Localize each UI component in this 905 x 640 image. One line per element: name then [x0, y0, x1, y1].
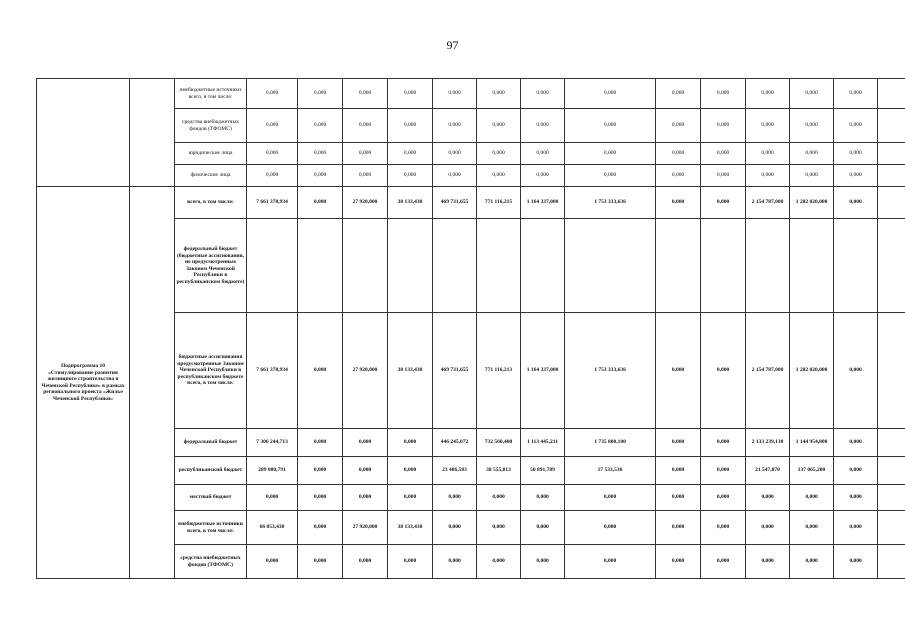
value-cell	[477, 219, 521, 313]
value-cell: 0,000	[298, 165, 343, 187]
value-cell: 1 144 954,800	[790, 429, 834, 457]
value-cell: 0,000	[433, 485, 477, 511]
value-cell: 0,000	[656, 511, 701, 545]
value-cell: 1 282 020,000	[790, 313, 834, 429]
value-cell: 2 154 787,000	[746, 313, 790, 429]
value-cell	[565, 219, 656, 313]
value-cell: 0,000	[790, 485, 834, 511]
value-cell: 0,000	[656, 165, 701, 187]
value-cell: 0,000	[656, 545, 701, 579]
value-cell: 0,000	[521, 143, 565, 165]
value-cell: 0,000	[477, 511, 521, 545]
value-cell: 38 133,430	[388, 511, 433, 545]
value-cell: 7 306 244,713	[247, 429, 298, 457]
value-cell: 0,000	[343, 109, 388, 143]
value-cell: 0,000	[834, 79, 878, 109]
value-cell: 0,000	[701, 143, 746, 165]
value-cell: 0,000	[343, 545, 388, 579]
value-cell: 0,000	[656, 313, 701, 429]
value-cell: 0,000	[521, 79, 565, 109]
value-cell: 0,000	[247, 485, 298, 511]
value-cell: 0,000	[701, 429, 746, 457]
value-cell: 0,000	[834, 545, 878, 579]
value-cell: 446 245,072	[433, 429, 477, 457]
empty-cell	[878, 187, 905, 219]
value-cell: 27 920,000	[343, 187, 388, 219]
value-cell: 7 661 378,934	[247, 187, 298, 219]
empty-cell	[878, 511, 905, 545]
program-cell-continued	[37, 79, 130, 187]
value-cell: 469 731,655	[433, 313, 477, 429]
value-cell: 0,000	[565, 165, 656, 187]
value-cell: 0,000	[433, 545, 477, 579]
value-cell: 66 053,430	[247, 511, 298, 545]
value-cell: 0,000	[656, 109, 701, 143]
empty-cell	[878, 545, 905, 579]
value-cell: 0,000	[834, 485, 878, 511]
value-cell: 0,000	[565, 511, 656, 545]
value-cell: 0,000	[298, 429, 343, 457]
value-cell: 0,000	[701, 165, 746, 187]
value-cell: 0,000	[834, 109, 878, 143]
value-cell: 0,000	[388, 143, 433, 165]
value-cell	[746, 219, 790, 313]
value-cell: 0,000	[656, 485, 701, 511]
value-cell: 0,000	[521, 165, 565, 187]
value-cell: 0,000	[477, 79, 521, 109]
funding-source-cell: республиканский бюджет	[175, 457, 247, 485]
value-cell: 0,000	[746, 109, 790, 143]
empty-cell	[878, 143, 905, 165]
funding-source-cell: внебюджетные источники всего, в том числе:	[175, 79, 247, 109]
value-cell: 0,000	[247, 109, 298, 143]
empty-cell	[878, 313, 905, 429]
value-cell: 0,000	[298, 313, 343, 429]
value-cell: 1 164 337,000	[521, 187, 565, 219]
value-cell: 0,000	[477, 165, 521, 187]
value-cell	[247, 219, 298, 313]
table-row	[37, 187, 905, 219]
value-cell: 0,000	[521, 109, 565, 143]
value-cell	[790, 219, 834, 313]
value-cell: 0,000	[656, 143, 701, 165]
value-cell: 0,000	[477, 143, 521, 165]
value-cell: 0,000	[247, 79, 298, 109]
value-cell: 0,000	[701, 457, 746, 485]
value-cell: 0,000	[343, 79, 388, 109]
value-cell: 0,000	[701, 485, 746, 511]
empty-cell	[878, 219, 905, 313]
value-cell: 0,000	[433, 511, 477, 545]
value-cell: 0,000	[247, 165, 298, 187]
value-cell: 0,000	[834, 457, 878, 485]
value-cell: 0,000	[298, 485, 343, 511]
value-cell	[656, 219, 701, 313]
value-cell: 137 065,200	[790, 457, 834, 485]
funding-source-cell: физические лица	[175, 165, 247, 187]
value-cell: 0,000	[298, 545, 343, 579]
value-cell: 0,000	[521, 485, 565, 511]
value-cell: 0,000	[701, 313, 746, 429]
value-cell: 0,000	[388, 165, 433, 187]
value-cell: 0,000	[790, 143, 834, 165]
value-cell: 0,000	[477, 109, 521, 143]
value-cell: 0,000	[388, 545, 433, 579]
value-cell: 0,000	[343, 485, 388, 511]
value-cell: 0,000	[388, 109, 433, 143]
value-cell: 0,000	[656, 429, 701, 457]
funding-source-cell: средства внебюджетных фондов (ТФОМС)	[175, 109, 247, 143]
value-cell: 0,000	[834, 165, 878, 187]
value-cell: 0,000	[656, 79, 701, 109]
empty-cell	[878, 79, 905, 109]
value-cell: 0,000	[388, 79, 433, 109]
value-cell: 0,000	[834, 187, 878, 219]
value-cell: 0,000	[565, 109, 656, 143]
value-cell: 0,000	[746, 165, 790, 187]
value-cell: 0,000	[343, 143, 388, 165]
value-cell	[701, 219, 746, 313]
value-cell: 0,000	[298, 109, 343, 143]
value-cell	[388, 219, 433, 313]
funding-source-cell: федеральный бюджет	[175, 429, 247, 457]
value-cell: 0,000	[521, 545, 565, 579]
value-cell: 0,000	[790, 545, 834, 579]
value-cell: 0,000	[298, 457, 343, 485]
value-cell	[521, 219, 565, 313]
value-cell: 1 113 445,211	[521, 429, 565, 457]
value-cell: 0,000	[343, 457, 388, 485]
value-cell: 50 891,789	[521, 457, 565, 485]
value-cell: 0,000	[701, 187, 746, 219]
value-cell: 0,000	[746, 545, 790, 579]
value-cell: 1 753 333,636	[565, 187, 656, 219]
value-cell: 0,000	[298, 143, 343, 165]
empty-cell	[878, 109, 905, 143]
page-number: 97	[446, 38, 459, 52]
value-cell: 1 735 800,100	[565, 429, 656, 457]
value-cell: 0,000	[388, 429, 433, 457]
value-cell: 0,000	[433, 143, 477, 165]
value-cell: 0,000	[746, 79, 790, 109]
value-cell: 771 116,213	[477, 313, 521, 429]
value-cell: 0,000	[834, 511, 878, 545]
value-cell	[298, 219, 343, 313]
value-cell: 38 133,430	[388, 187, 433, 219]
responsible-cell-continued	[130, 79, 175, 187]
value-cell: 0,000	[701, 109, 746, 143]
value-cell: 0,000	[746, 143, 790, 165]
value-cell: 0,000	[298, 187, 343, 219]
funding-source-cell: юридические лица	[175, 143, 247, 165]
value-cell: 0,000	[790, 511, 834, 545]
value-cell: 0,000	[247, 545, 298, 579]
value-cell: 0,000	[701, 545, 746, 579]
value-cell: 1 753 333,636	[565, 313, 656, 429]
value-cell: 38 555,813	[477, 457, 521, 485]
value-cell: 0,000	[433, 165, 477, 187]
value-cell: 0,000	[656, 457, 701, 485]
value-cell: 0,000	[298, 511, 343, 545]
value-cell: 0,000	[247, 143, 298, 165]
value-cell: 7 661 378,934	[247, 313, 298, 429]
funding-source-cell: внебюджетные источники всего, в том числе:	[175, 511, 247, 545]
value-cell: 469 731,655	[433, 187, 477, 219]
value-cell: 0,000	[834, 313, 878, 429]
value-cell	[343, 219, 388, 313]
value-cell: 0,000	[388, 485, 433, 511]
value-cell: 0,000	[521, 511, 565, 545]
value-cell: 732 560,400	[477, 429, 521, 457]
value-cell: 21 547,870	[746, 457, 790, 485]
empty-cell	[878, 457, 905, 485]
funding-source-cell: бюджетные ассигнования предусмотренные Законом Чеченской Республики в республиканском бюджете всего, в том числе:	[175, 313, 247, 429]
value-cell: 0,000	[477, 545, 521, 579]
budget-table	[36, 78, 905, 579]
value-cell: 771 116,215	[477, 187, 521, 219]
table-row	[37, 79, 905, 109]
funding-source-cell: средства внебюджетных фондов (ТФОМС)	[175, 545, 247, 579]
value-cell: 0,000	[790, 165, 834, 187]
funding-source-cell: местный бюджет	[175, 485, 247, 511]
value-cell: 0,000	[790, 109, 834, 143]
program-name-cell: Подпрограмма 10 «Стимулирование развития жилищного строительства в Чеченской Республике» в рамках регионального проекта «Жилье Чеченской Республики»	[37, 187, 130, 579]
value-cell: 0,000	[477, 485, 521, 511]
value-cell: 0,000	[701, 79, 746, 109]
value-cell: 0,000	[343, 429, 388, 457]
value-cell: 38 133,430	[388, 313, 433, 429]
value-cell: 0,000	[656, 187, 701, 219]
value-cell: 0,000	[565, 79, 656, 109]
value-cell: 0,000	[834, 429, 878, 457]
value-cell: 1 282 020,000	[790, 187, 834, 219]
value-cell: 2 154 787,000	[746, 187, 790, 219]
value-cell: 0,000	[298, 79, 343, 109]
responsible-cell	[130, 187, 175, 579]
funding-source-cell: федеральный бюджет (бюджетные ассигнования, не предусмотренные Законом Чеченской Республики в республиканском бюджете)	[175, 219, 247, 313]
value-cell: 0,000	[790, 79, 834, 109]
value-cell: 0,000	[565, 485, 656, 511]
value-cell: 0,000	[388, 457, 433, 485]
value-cell: 27 920,000	[343, 313, 388, 429]
value-cell	[834, 219, 878, 313]
value-cell: 0,000	[433, 109, 477, 143]
value-cell: 289 080,791	[247, 457, 298, 485]
empty-cell	[878, 165, 905, 187]
value-cell: 27 920,000	[343, 511, 388, 545]
empty-cell	[878, 485, 905, 511]
value-cell: 0,000	[433, 79, 477, 109]
value-cell: 0,000	[834, 143, 878, 165]
value-cell: 2 133 239,130	[746, 429, 790, 457]
value-cell: 0,000	[701, 511, 746, 545]
value-cell: 17 533,536	[565, 457, 656, 485]
value-cell: 0,000	[746, 511, 790, 545]
value-cell: 1 164 337,000	[521, 313, 565, 429]
value-cell: 0,000	[746, 485, 790, 511]
funding-source-cell: всего, в том числе:	[175, 187, 247, 219]
value-cell: 0,000	[565, 545, 656, 579]
value-cell	[433, 219, 477, 313]
value-cell: 0,000	[343, 165, 388, 187]
value-cell: 0,000	[565, 143, 656, 165]
value-cell: 23 486,583	[433, 457, 477, 485]
empty-cell	[878, 429, 905, 457]
